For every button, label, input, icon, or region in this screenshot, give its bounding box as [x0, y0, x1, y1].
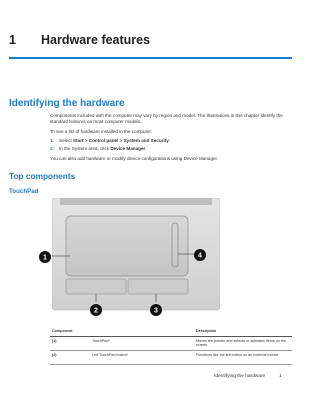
- subsubsection-title: TouchPad: [9, 188, 39, 195]
- table-row: [50, 351, 292, 365]
- row-number: (2): [50, 351, 90, 365]
- note-paragraph: You can also add hardware or modify device configurations using Device Manager.: [50, 156, 219, 161]
- footer-text: Identifying the hardware: [214, 374, 266, 379]
- chapter-title: Hardware features: [41, 33, 151, 47]
- component-table: [50, 326, 292, 365]
- section-title: Identifying the hardware: [9, 98, 125, 109]
- row-component: Left TouchPad button*: [90, 351, 194, 365]
- callout-3-marker: [148, 302, 164, 318]
- row-description: Functions like the left button on an external mouse.: [194, 351, 292, 365]
- step-2: 2. In the System area, click Device Manager.: [50, 146, 147, 151]
- svg-text:2: 2: [94, 307, 98, 315]
- callout-2-marker: [88, 302, 104, 318]
- header-component: Component: [50, 326, 194, 337]
- svg-text:4: 4: [198, 252, 202, 260]
- chapter-rule: [9, 57, 292, 59]
- callout-1-marker: [37, 249, 53, 265]
- chapter-number: 1: [9, 33, 16, 47]
- callout-4-marker: [192, 247, 208, 263]
- chapter-heading: [9, 33, 150, 47]
- table-header-row: [50, 326, 292, 337]
- list-intro: To see a list of hardware installed in the computer:: [50, 129, 153, 134]
- right-touchpad-button: [128, 279, 188, 294]
- svg-text:3: 3: [154, 307, 158, 315]
- step-number: 1.: [50, 138, 54, 143]
- page-number: 1: [279, 374, 282, 379]
- touchpad-surface: [66, 216, 188, 276]
- table-row: [50, 337, 292, 351]
- svg-text:1: 1: [43, 254, 47, 262]
- row-description: Moves the pointer and selects or activates items on the screen.: [194, 337, 292, 351]
- step-number: 2.: [50, 146, 54, 151]
- left-touchpad-button: [66, 279, 126, 294]
- row-component: TouchPad*: [90, 337, 194, 351]
- step-1: 1. Select Start > Control panel > System and Security.: [50, 138, 171, 143]
- row-number: (1): [50, 337, 90, 351]
- page-footer: [214, 374, 282, 379]
- header-description: Description: [194, 326, 292, 337]
- intro-paragraph: Components included with the computer may vary by region and model. The illustrations in this chapter identify the standard features on most computer models.: [50, 113, 283, 124]
- subsection-title: Top components: [9, 171, 76, 181]
- keyboard-edge: [60, 198, 212, 205]
